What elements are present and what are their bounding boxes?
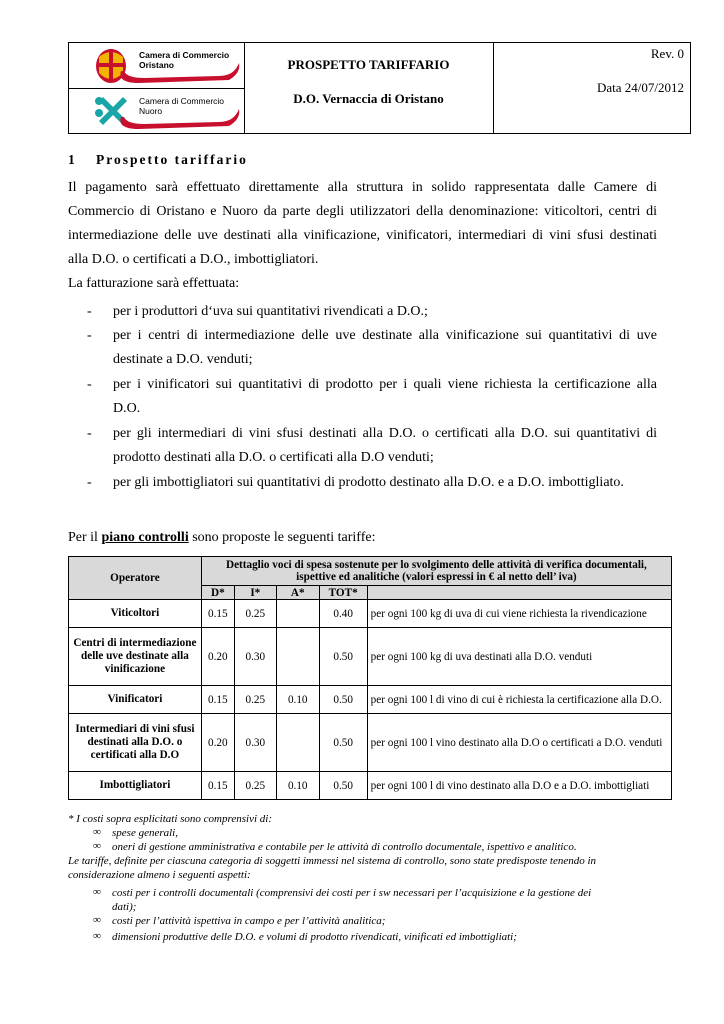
- nuoro-swoosh-icon: [69, 89, 244, 134]
- logos-cell: [69, 43, 245, 133]
- intro-line: Il pagamento sarà effettuato direttamente alla struttura in solido rappresentata dalle Camere di: [68, 180, 657, 195]
- row-operatore: Intermediari di vini sfusi destinati alla D.O. o certificati alla D.O: [69, 714, 202, 772]
- bullet-item: [113, 373, 657, 421]
- row-tot: 0.40: [319, 600, 367, 628]
- operator-header: Operatore: [69, 557, 202, 600]
- col-header-tot: TOT*: [319, 586, 367, 600]
- bullet-dash: -: [87, 426, 92, 441]
- section-number: 1: [68, 152, 75, 167]
- col-header-desc: [367, 586, 671, 600]
- infinity-bullet-icon: ∞: [93, 886, 101, 898]
- row-i: 0.25: [234, 600, 276, 628]
- aspect-item: [112, 914, 657, 928]
- logo1-line2: Oristano: [139, 59, 174, 70]
- table-row: [69, 714, 672, 772]
- row-d: 0.15: [201, 600, 234, 628]
- bullet-line: per i vinificatori sui quantitativi di prodotto per i quali viene richiesta la certificazione alla: [113, 377, 657, 392]
- intro-line: alla D.O. o certificati a D.O., imbottigliatori.: [68, 252, 319, 267]
- logo1-line1: Camera di Commercio: [139, 50, 230, 60]
- aspect-line: dimensioni produttive delle D.O. e volumi di prodotto rivendicati, vinificati ed imbottigliati;: [112, 931, 517, 943]
- row-tot: 0.50: [319, 772, 367, 800]
- bullet-line: per i produttori d‘uva sui quantitativi rivendicati a D.O.;: [113, 304, 428, 319]
- document-subtitle: D.O. Vernaccia di Oristano: [293, 91, 444, 106]
- row-i: 0.25: [234, 686, 276, 714]
- bullet-item: [113, 422, 657, 470]
- row-tot: 0.50: [319, 628, 367, 686]
- logo2-line2: Nuoro: [139, 105, 163, 116]
- cost-item: oneri di gestione amministrativa e contabile per le attività di controllo documentale, ispettivo e analitico.: [112, 841, 577, 853]
- bullet-line: D.O.: [113, 401, 141, 416]
- infinity-bullet-icon: ∞: [93, 914, 101, 926]
- bullet-item: [113, 324, 657, 372]
- bullet-dash: -: [87, 377, 92, 392]
- bullet-line: per i centri di intermediazione delle uve destinate alla vinificazione sui quantitativi di uve: [113, 328, 657, 343]
- row-tot: 0.50: [319, 714, 367, 772]
- cost-item: spese generali,: [112, 827, 178, 839]
- bullet-line: per gli intermediari di vini sfusi destinati alla D.O. o certificati alla D.O. sui quantitativi di: [113, 426, 657, 441]
- row-a: 0.10: [276, 686, 319, 714]
- bullet-line: destinate a D.O. venduti;: [113, 352, 253, 367]
- row-desc: per ogni 100 l di vino destinato alla D.O e a D.O. imbottigliati: [367, 772, 671, 800]
- tariff-intro: [68, 530, 375, 546]
- aspect-line: costi per l’attività ispettiva in campo e per l’attività analitica;: [112, 915, 386, 927]
- logo-oristano: [69, 43, 244, 88]
- table-row: [69, 686, 672, 714]
- aspect-line: costi per i controlli documentali (comprensivi dei costi per i sw necessari per l’acquisizione e la gestione dei: [112, 887, 592, 899]
- oristano-swoosh-icon: [69, 43, 244, 88]
- title-cell: [244, 43, 494, 133]
- tariff-intro-after: sono proposte le seguenti tariffe:: [188, 530, 376, 545]
- row-desc: per ogni 100 kg di uva di cui viene richiesta la rivendicazione: [367, 600, 671, 628]
- aspect-item: [112, 886, 657, 914]
- row-operatore: Viticoltori: [69, 600, 202, 628]
- infinity-bullet-icon: ∞: [93, 840, 101, 852]
- col-header-i: I*: [234, 586, 276, 600]
- bullet-item: [113, 471, 657, 495]
- bullet-dash: -: [87, 328, 92, 343]
- table-row: [69, 628, 672, 686]
- table-row: [69, 772, 672, 800]
- row-a: [276, 714, 319, 772]
- revision-label: Rev. 0: [650, 46, 684, 61]
- intro-paragraph: [68, 176, 657, 296]
- section-title: Prospetto tariffario: [96, 152, 248, 167]
- row-d: 0.15: [201, 772, 234, 800]
- bullet-item: [113, 300, 657, 324]
- table-row: [69, 600, 672, 628]
- row-operatore: Vinificatori: [69, 686, 202, 714]
- intro-line: Commercio di Oristano e Nuoro da parte degli utilizzatori della denominazione: viticoltori, centri di: [68, 204, 657, 219]
- revision-date: Data 24/07/2012: [596, 80, 684, 95]
- costs-intro: * I costi sopra esplicitati sono comprensivi di:: [68, 813, 272, 825]
- row-a: 0.10: [276, 772, 319, 800]
- row-a: [276, 628, 319, 686]
- col-header-a: A*: [276, 586, 319, 600]
- billing-intro: La fatturazione sarà effettuata:: [68, 276, 240, 291]
- logo-nuoro: [69, 88, 244, 134]
- tariff-intro-underlined: piano controlli: [101, 530, 189, 545]
- bullet-dash: -: [87, 304, 92, 319]
- row-desc: per ogni 100 kg di uva destinati alla D.O. venduti: [367, 628, 671, 686]
- col-header-d: D*: [201, 586, 234, 600]
- tariffs-intro-line: considerazione almeno i seguenti aspetti:: [68, 869, 251, 881]
- aspect-line: dati);: [112, 901, 137, 913]
- row-tot: 0.50: [319, 686, 367, 714]
- aspect-item: [112, 930, 657, 944]
- row-d: 0.20: [201, 628, 234, 686]
- detail-header: Dettaglio voci di spesa sostenute per lo svolgimento delle attività di verifica documentali, ispettive ed analitiche (valori espressi in € al netto dell’ iva): [201, 557, 671, 586]
- row-d: 0.15: [201, 686, 234, 714]
- tariffs-intro: [68, 854, 668, 882]
- table-header-row: [69, 557, 672, 586]
- row-d: 0.20: [201, 714, 234, 772]
- bullet-dash: -: [87, 475, 92, 490]
- tariff-intro-before: Per il: [68, 530, 102, 545]
- logo2-line1: Camera di Commercio: [139, 96, 225, 106]
- bullet-line: prodotto destinati alla D.O. o certificati alla D.O venduti;: [113, 450, 434, 465]
- bullet-line: per gli imbottigliatori sui quantitativi di prodotto destinato alla D.O. e a D.O. imbottigliato.: [113, 475, 624, 490]
- row-desc: per ogni 100 l vino destinato alla D.O o certificati a D.O. venduti: [367, 714, 671, 772]
- revision-cell: [493, 43, 690, 133]
- tariff-table: [68, 556, 672, 800]
- row-a: [276, 600, 319, 628]
- section-heading: [68, 152, 248, 168]
- document-title: PROSPETTO TARIFFARIO: [287, 57, 450, 72]
- intro-line: intermediazione delle uve destinati alla vinificazione, vinificatori, intermediari di vini sfusi destinati: [68, 228, 657, 243]
- row-i: 0.25: [234, 772, 276, 800]
- infinity-bullet-icon: ∞: [93, 930, 101, 942]
- row-i: 0.30: [234, 714, 276, 772]
- tariffs-intro-line: Le tariffe, definite per ciascuna categoria di soggetti immessi nel sistema di controllo, sono state predisposte tenendo in: [68, 855, 597, 867]
- row-i: 0.30: [234, 628, 276, 686]
- document-header: [68, 42, 691, 134]
- infinity-bullet-icon: ∞: [93, 826, 101, 838]
- row-desc: per ogni 100 l di vino di cui è richiesta la certificazione alla D.O.: [367, 686, 671, 714]
- row-operatore: Imbottigliatori: [69, 772, 202, 800]
- row-operatore: Centri di intermediazione delle uve destinate alla vinificazione: [69, 628, 202, 686]
